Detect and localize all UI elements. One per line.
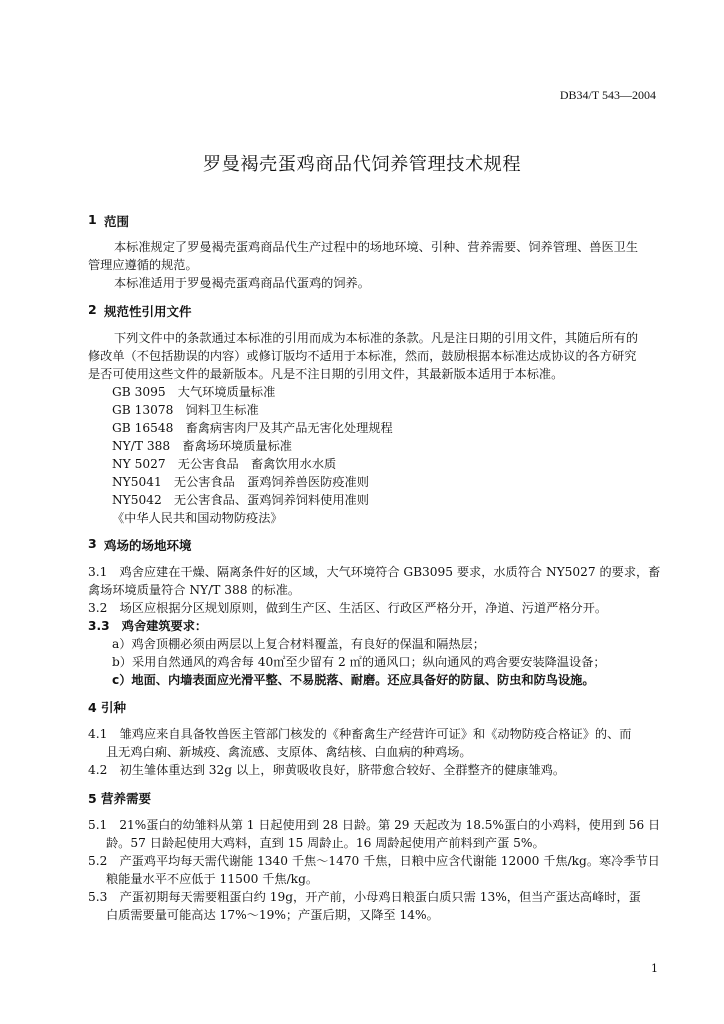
clause-3-1-cont: 禽场环境质量符合 NY/T 388 的标准。 bbox=[88, 583, 301, 597]
clause-3-2: 3.2 场区应根据分区规划原则，做到生产区、生活区、行政区严格分开，净道、污道严格分开。 bbox=[88, 601, 608, 615]
reference-item: GB 3095 大气环境质量标准 bbox=[112, 385, 276, 399]
clause-3-3-a: a）鸡舍顶棚必须由两层以上复合材料覆盖，有良好的保温和隔热层； bbox=[112, 637, 485, 651]
clause-5-2-cont: 粮能量水平不应低于 11500 千焦/kg。 bbox=[106, 872, 319, 886]
clause-4-1: 4.1 雏鸡应来自具备牧兽医主管部门核发的《种畜禽生产经营许可证》和《动物防疫合格证》的、而 bbox=[88, 727, 632, 741]
reference-item: NY/T 388 畜禽场环境质量标准 bbox=[112, 439, 292, 453]
clause-4-1-cont: 且无鸡白痢、新城疫、禽流感、支原体、禽结核、白血病的种鸡场。 bbox=[106, 745, 472, 759]
s1-paragraph-line: 本标准适用于罗曼褐壳蛋鸡商品代蛋鸡的饲养。 bbox=[114, 276, 370, 290]
reference-item: GB 16548 畜禽病害肉尸及其产品无害化处理规程 bbox=[112, 421, 393, 435]
clause-3-3-b: b）采用自然通风的鸡舍每 40㎡至少留有 2 ㎡的通风口；纵向通风的鸡舍要安装降温设备； bbox=[112, 655, 606, 669]
section-3-heading: 鸡场的场地环境 bbox=[104, 538, 192, 553]
reference-item: NY 5027 无公害食品 畜禽饮用水水质 bbox=[112, 457, 337, 471]
s2-paragraph-line: 下列文件中的条款通过本标准的引用而成为本标准的条款。凡是注日期的引用文件，其随后所有的 bbox=[114, 331, 639, 345]
section-4-heading: 4 引种 bbox=[88, 700, 127, 715]
reference-item: NY5041 无公害食品 蛋鸡饲养兽医防疫准则 bbox=[112, 475, 369, 489]
clause-5-3-cont: 白质需要量可能高达 17%～19%；产蛋后期，又降至 14%。 bbox=[106, 908, 439, 922]
s1-paragraph-line: 管理应遵循的规范。 bbox=[88, 258, 198, 272]
section-2-heading: 规范性引用文件 bbox=[104, 304, 192, 319]
clause-5-3: 5.3 产蛋初期每天需要粗蛋白约 19g，开产前，小母鸡日粮蛋白质只需 13%，但当产蛋达高峰时，蛋 bbox=[88, 890, 641, 904]
document-title: 罗曼褐壳蛋鸡商品代饲养管理技术规程 bbox=[202, 154, 522, 175]
s2-paragraph-line: 修改单（不包括勘误的内容）或修订版均不适用于本标准，然而，鼓励根据本标准达成协议的各方研究 bbox=[88, 349, 637, 363]
standard-code: DB34/T 543—2004 bbox=[559, 88, 656, 102]
page-number: 1 bbox=[651, 962, 658, 975]
section-1-heading: 范围 bbox=[104, 214, 130, 229]
section-3-number: 3 bbox=[88, 536, 97, 551]
clause-5-1-cont: 龄。57 日龄起使用大鸡料，直到 15 周龄止。16 周龄起使用产前料到产蛋 5%。 bbox=[106, 836, 545, 850]
clause-4-2: 4.2 初生雏体重达到 32g 以上，卵黄吸收良好，脐带愈合较好、全群整齐的健康雏鸡。 bbox=[88, 763, 566, 777]
section-5-heading: 5 营养需要 bbox=[88, 791, 152, 806]
s1-paragraph-line: 本标准规定了罗曼褐壳蛋鸡商品代生产过程中的场地环境、引种、营养需要、饲养管理、兽医卫生 bbox=[114, 240, 639, 254]
clause-5-2: 5.2 产蛋鸡平均每天需代谢能 1340 千焦～1470 千焦，日粮中应含代谢能 12000 千焦/kg。寒冷季节日 bbox=[88, 854, 660, 868]
section-1-number: 1 bbox=[88, 212, 97, 227]
clause-3-3-c: c）地面、内墙表面应光滑平整、不易脱落、耐磨。还应具备好的防鼠、防虫和防鸟设施。 bbox=[112, 673, 595, 687]
section-2-number: 2 bbox=[88, 302, 97, 317]
clause-3-3: 3.3 鸡舍建筑要求： bbox=[88, 619, 208, 633]
reference-item: 《中华人民共和国动物防疫法》 bbox=[112, 511, 283, 525]
reference-item: GB 13078 饲料卫生标准 bbox=[112, 403, 259, 417]
reference-item: NY5042 无公害食品、蛋鸡饲养饲料使用准则 bbox=[112, 493, 369, 507]
clause-3-1: 3.1 鸡舍应建在干燥、隔离条件好的区域，大气环境符合 GB3095 要求，水质符合 NY5027 的要求，畜 bbox=[88, 565, 661, 579]
s2-paragraph-line: 是否可使用这些文件的最新版本。凡是不注日期的引用文件，其最新版本适用于本标准。 bbox=[88, 367, 564, 381]
clause-5-1: 5.1 21%蛋白的幼雏料从第 1 日起使用到 28 日龄。第 29 天起改为 18.5%蛋白的小鸡料，使用到 56 日 bbox=[88, 818, 661, 832]
